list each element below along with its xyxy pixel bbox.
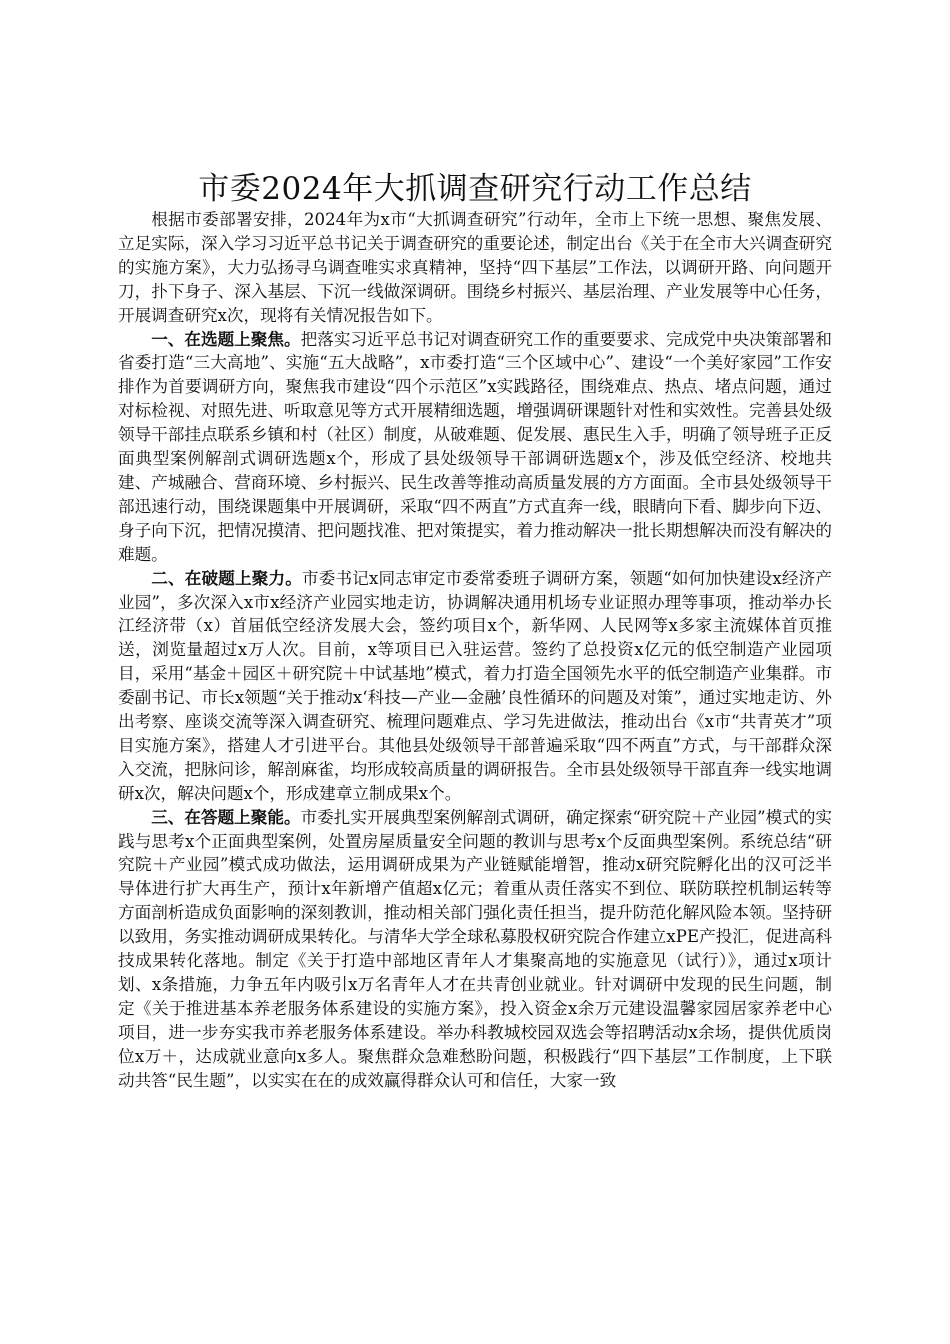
section-heading: 三、在答题上聚能。	[151, 806, 301, 827]
section-paragraph-problem-solving	[118, 567, 832, 806]
intro-paragraph	[118, 208, 832, 328]
section-paragraph-topic-selection	[118, 328, 832, 567]
document-title: 市委2024年大抓调查研究行动工作总结	[198, 171, 752, 207]
paragraph-text: 根据市委部署安排，2024年为x市“大抓调查研究”行动年，全市上下统一思想、聚焦发展、立足实际，深入学习习近平总书记关于调查研究的重要论述，制定出台《关于在全市大兴调查研究的实施方案》，大力弘扬寻乌调查唯实求真精神，坚持“四下基层”工作法，以调研开路、向问题开刀，扑下身子、深入基层、下沉一线做深调研。围绕乡村振兴、基层治理、产业发展等中心任务，开展调查研究x次，现将有关情况报告如下。	[118, 210, 832, 325]
section-heading: 一、在选题上聚焦。	[151, 328, 301, 349]
section-paragraph-answering	[118, 806, 832, 1093]
document-body	[118, 208, 832, 1093]
paragraph-text: 市委扎实开展典型案例解剖式调研，确定探索“研究院＋产业园”模式的实践与思考x个正面典型案例，处置房屋质量安全问题的教训与思考x个反面典型案例。系统总结“研究院＋产业园”模式成功做法，运用调研成果为产业链赋能增智，推动x研究院孵化出的汉可泛半导体进行扩大再生产，预计x年新增产值超x亿元；着重从责任落实不到位、联防联控机制运转等方面剖析造成负面影响的深刻教训，推动相关部门强化责任担当，提升防范化解风险本领。坚持研以致用，务实推动调研成果转化。与清华大学全球私募股权研究院合作建立xPE产投汇，促进高科技成果转化落地。制定《关于打造中部地区青年人才集聚高地的实施意见（试行）》，通过x项计划、x条措施，力争五年内吸引x万名青年人才在共青创业就业。针对调研中发现的民生问题，制定《关于推进基本养老服务体系建设的实施方案》，投入资金x余万元建设温馨家园居家养老中心项目，进一步夯实我市养老服务体系建设。举办科教城校园双选会等招聘活动x余场，提供优质岗位x万＋，达成就业意向x多人。聚焦群众急难愁盼问题，积极践行“四下基层”工作制度，上下联动共答“民生题”，以实实在在的成效赢得群众认可和信任，大家一致	[118, 807, 833, 1090]
paragraph-text: 市委书记x同志审定市委常委班子调研方案，领题“如何加快建设x经济产业园”，多次深入x市x经济产业园实地走访，协调解决通用机场专业证照办理等事项，推动举办长江经济带（x）首届低空经济发展大会，签约项目x个，新华网、人民网等x多家主流媒体首页推送，浏览量超过x万人次。目前，x等项目已入驻运营。签约了总投资x亿元的低空制造产业园项目，采用“基金＋园区＋研究院＋中试基地”模式，着力打造全国领先水平的低空制造产业集群。市委副书记、市长x领题“关于推动x‘科技—产业—金融’良性循环的问题及对策”，通过实地走访、外出考察、座谈交流等深入调查研究、梳理问题难点、学习先进做法，推动出台《x市“共青英才”项目实施方案》，搭建人才引进平台。其他县处级领导干部普遍采取“四不两直”方式，与干部群众深入交流，把脉问诊，解剖麻雀，均形成较高质量的调研报告。全市县处级领导干部直奔一线实地调研x次，解决问题x个，形成建章立制成果x个。	[118, 568, 833, 803]
section-heading: 二、在破题上聚力。	[151, 567, 302, 588]
paragraph-text: 把落实习近平总书记对调查研究工作的重要要求、完成党中央决策部署和省委打造“三大高地”、实施“五大战略”，x市委打造“三个区域中心”、建设“一个美好家园”工作安排作为首要调研方向，聚焦我市建设“四个示范区”x实践路径，围绕难点、热点、堵点问题，通过对标检视、对照先进、听取意见等方式开展精细选题，增强调研课题针对性和实效性。完善县处级领导干部挂点联系乡镇和村（社区）制度，从破难题、促发展、惠民生入手，明确了领导班子正反面典型案例解剖式调研选题x个，形成了县处级领导干部调研选题x个，涉及低空经济、校地共建、产城融合、营商环境、乡村振兴、民生改善等推动高质量发展的方方面面。全市县处级领导干部迅速行动，围绕课题集中开展调研，采取“四不两直”方式直奔一线，眼睛向下看、脚步向下迈、身子向下沉，把情况摸清、把问题找准、把对策提实，着力推动解决一批长期想解决而没有解决的难题。	[118, 329, 833, 564]
